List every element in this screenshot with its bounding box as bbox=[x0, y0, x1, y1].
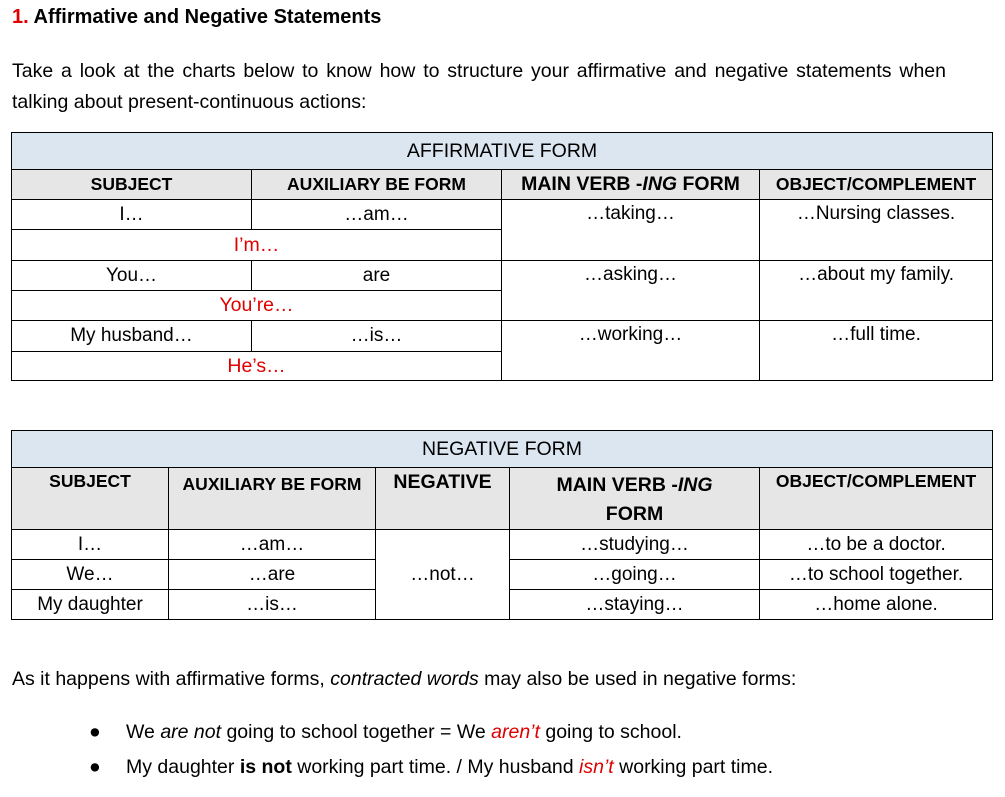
aff-contraction: I’m… bbox=[12, 230, 502, 261]
bullet-icon: ● bbox=[89, 756, 101, 778]
neg-object: …to be a doctor. bbox=[760, 530, 993, 560]
section-heading bbox=[12, 6, 381, 29]
intro-text: Take a look at the charts below to know how to structure your affirmative and negative statements when talking about present-continuous actions: bbox=[12, 60, 946, 113]
aff-object: …Nursing classes. bbox=[760, 200, 993, 261]
aff-subject: You… bbox=[12, 261, 252, 291]
aff-verb: …working… bbox=[502, 321, 760, 381]
section-number: 1. bbox=[12, 6, 29, 28]
negative-title: NEGATIVE FORM bbox=[12, 431, 993, 468]
list-item: ● My daughter is not working part time. / My husband isn’t working part time. bbox=[95, 751, 773, 786]
list-item: ● We are not going to school together = We aren’t going to school. bbox=[95, 716, 773, 751]
affirmative-table bbox=[11, 132, 993, 381]
section-title: Affirmative and Negative Statements bbox=[28, 6, 382, 28]
neg-verb: …studying… bbox=[510, 530, 760, 560]
aff-contraction: You’re… bbox=[12, 291, 502, 321]
neg-header-subject: SUBJECT bbox=[12, 468, 169, 530]
neg-header-main-verb: MAIN VERB -ING FORM bbox=[510, 468, 760, 530]
aff-object: …about my family. bbox=[760, 261, 993, 321]
aff-contraction: He’s… bbox=[12, 352, 502, 381]
aff-subject: I… bbox=[12, 200, 252, 230]
example-list bbox=[89, 716, 774, 786]
aff-header-subject: SUBJECT bbox=[12, 170, 252, 200]
neg-aux: …are bbox=[169, 560, 376, 590]
contraction-paragraph: As it happens with affirmative forms, contracted words may also be used in negative forms: bbox=[12, 668, 797, 690]
negative-table bbox=[11, 430, 993, 620]
neg-object: …home alone. bbox=[760, 590, 993, 620]
aff-verb: …asking… bbox=[502, 261, 760, 321]
neg-aux: …am… bbox=[169, 530, 376, 560]
neg-subject: My daughter bbox=[12, 590, 169, 620]
neg-verb: …going… bbox=[510, 560, 760, 590]
aff-object: …full time. bbox=[760, 321, 993, 381]
aff-aux: are bbox=[252, 261, 502, 291]
aff-header-object: OBJECT/COMPLEMENT bbox=[760, 170, 993, 200]
aff-header-aux: AUXILIARY BE FORM bbox=[252, 170, 502, 200]
neg-aux: …is… bbox=[169, 590, 376, 620]
neg-header-negative: NEGATIVE bbox=[376, 468, 510, 530]
neg-object: …to school together. bbox=[760, 560, 993, 590]
aff-aux: …am… bbox=[252, 200, 502, 230]
bullet-icon: ● bbox=[89, 721, 101, 743]
neg-not: …not… bbox=[376, 530, 510, 620]
affirmative-title: AFFIRMATIVE FORM bbox=[12, 133, 993, 170]
aff-subject: My husband… bbox=[12, 321, 252, 352]
aff-aux: …is… bbox=[252, 321, 502, 352]
neg-subject: We… bbox=[12, 560, 169, 590]
neg-header-aux: AUXILIARY BE FORM bbox=[169, 468, 376, 530]
aff-verb: …taking… bbox=[502, 200, 760, 261]
neg-header-object: OBJECT/COMPLEMENT bbox=[760, 468, 993, 530]
neg-verb: …staying… bbox=[510, 590, 760, 620]
aff-header-main-verb: MAIN VERB -ING FORM bbox=[502, 170, 760, 200]
neg-subject: I… bbox=[12, 530, 169, 560]
